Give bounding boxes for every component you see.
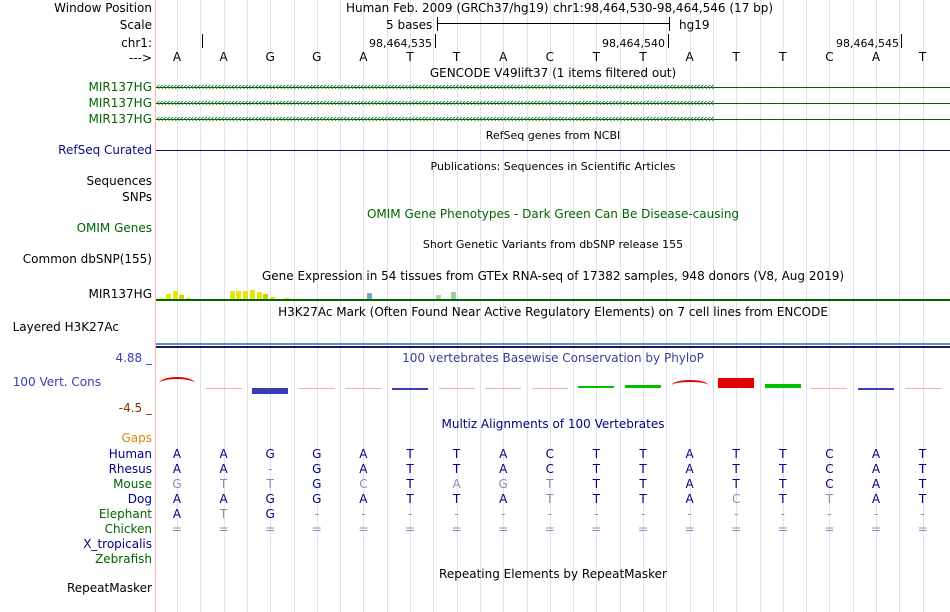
base-letter: C	[825, 50, 834, 64]
alignment-base: T	[732, 447, 740, 461]
alignment-base: -	[407, 507, 413, 521]
phylop-max-label: 4.88 _	[115, 351, 152, 365]
ruler-tick	[668, 34, 669, 48]
alignment-base: A	[172, 462, 182, 476]
phylop-score-mark	[811, 388, 847, 389]
alignment-base: T	[452, 447, 461, 461]
alignment-base: T	[639, 462, 647, 476]
alignment-base: C	[545, 462, 554, 476]
alignment-base: T	[918, 462, 927, 476]
alignment-base: =	[824, 522, 835, 536]
alignment-base: T	[452, 492, 461, 506]
base-letter: G	[312, 50, 322, 64]
phylop-plot[interactable]	[156, 364, 950, 408]
alignment-base: =	[684, 522, 695, 536]
alignment-base: C	[825, 447, 834, 461]
alignment-base: =	[917, 522, 928, 536]
snps-track-label[interactable]: SNPs	[122, 190, 152, 204]
base-letter: C	[545, 50, 554, 64]
alignment-base: T	[918, 477, 927, 491]
alignment-base: A	[359, 447, 368, 461]
alignment-base: G	[498, 477, 508, 491]
ruler-tick	[202, 34, 203, 48]
base-letter: A	[499, 50, 508, 64]
alignment-base: -	[687, 507, 692, 521]
dbsnp-track-label[interactable]: Common dbSNP(155)	[22, 252, 152, 266]
alignment-base: A	[359, 492, 368, 506]
alignment-base: G	[312, 447, 322, 461]
phylop-score-mark	[532, 388, 568, 389]
alignment-base: =	[870, 522, 882, 536]
alignment-base: G	[265, 447, 275, 461]
strand-toggle[interactable]: --->	[128, 51, 152, 65]
base-letter: A	[685, 50, 694, 64]
repeatmasker-track-label[interactable]: RepeatMasker	[66, 581, 152, 595]
alignment-base: C	[359, 477, 368, 491]
base-letter: A	[871, 50, 881, 64]
h3k27ac-signal-dark[interactable]	[156, 346, 950, 348]
alignment-base: =	[311, 522, 322, 536]
alignment-base: T	[546, 477, 554, 491]
species-label-x_tropicalis[interactable]: X_tropicalis	[83, 537, 152, 551]
alignment-base: A	[172, 492, 182, 506]
alignment-base: G	[312, 492, 322, 506]
gencode-gene-2[interactable]	[156, 96, 950, 110]
phylop-score-mark	[672, 380, 708, 390]
alignment-base: T	[592, 462, 601, 476]
position-readout: chr1:98,464,530-98,464,546 (17 bp)	[553, 1, 774, 15]
alignment-base: C	[825, 477, 834, 491]
base-letter: T	[406, 50, 414, 64]
alignment-base: =	[451, 522, 462, 536]
alignment-base: G	[265, 507, 275, 521]
alignment-base: =	[731, 522, 742, 536]
phylop-track-title: 100 vertebrates Basewise Conservation by PhyloP	[402, 351, 704, 365]
base-letter: T	[452, 50, 461, 64]
gaps-label: Gaps	[121, 431, 152, 445]
species-label-chicken[interactable]: Chicken	[104, 522, 152, 536]
alignment-base: -	[454, 507, 459, 521]
species-label-mouse[interactable]: Mouse	[113, 477, 152, 491]
multiz-track-title: Multiz Alignments of 100 Vertebrates	[441, 417, 665, 431]
gtex-baseline	[156, 299, 950, 301]
alignment-base: =	[544, 522, 555, 536]
alignment-base: T	[918, 492, 927, 506]
alignment-base: A	[871, 492, 881, 506]
phylop-score-mark	[206, 388, 242, 389]
h3k27ac-signal[interactable]	[156, 343, 950, 345]
alignment-base: T	[406, 462, 414, 476]
alignment-base: =	[218, 522, 229, 536]
phylop-score-mark	[858, 388, 894, 390]
phylop-score-mark	[625, 385, 661, 388]
alignment-base: =	[498, 522, 509, 536]
alignment-base: C	[545, 447, 554, 461]
alignment-base: -	[361, 507, 366, 521]
alignment-base: T	[825, 492, 834, 506]
h3k27ac-track-title: H3K27Ac Mark (Often Found Near Active Regulatory Elements) on 7 cell lines from ENCODE	[278, 305, 828, 319]
ruler-tick	[901, 34, 902, 48]
refseq-gene-line[interactable]	[156, 150, 950, 151]
alignment-base: =	[404, 522, 416, 536]
alignment-base: =	[637, 522, 649, 536]
scale-label: Scale	[119, 18, 152, 32]
refseq-track-label[interactable]: RefSeq Curated	[58, 143, 152, 157]
omim-track-title: OMIM Gene Phenotypes - Dark Green Can Be Disease-causing	[366, 207, 740, 221]
dbsnp-track-title: Short Genetic Variants from dbSNP release 155	[422, 238, 684, 251]
ruler-tick	[435, 34, 436, 48]
alignment-base: A	[219, 447, 228, 461]
gencode-gene-3[interactable]	[156, 112, 950, 126]
alignment-base: A	[219, 462, 228, 476]
alignment-base: A	[871, 447, 881, 461]
gencode-gene-1[interactable]	[156, 80, 950, 94]
alignment-base: T	[406, 492, 414, 506]
base-letter: A	[172, 50, 182, 64]
alignment-base: A	[499, 462, 508, 476]
alignment-base: T	[779, 447, 787, 461]
phylop-score-mark	[485, 388, 521, 389]
species-label-dog[interactable]: Dog	[127, 492, 152, 506]
alignment-base: -	[268, 462, 273, 476]
phylop-score-mark	[765, 384, 801, 388]
base-letter: T	[592, 50, 601, 64]
base-letter: T	[732, 50, 740, 64]
phylop-score-mark	[345, 388, 381, 389]
alignment-base: A	[871, 462, 881, 476]
phylop-score-mark	[905, 388, 941, 389]
alignment-base: T	[219, 507, 228, 521]
alignment-base: T	[219, 477, 228, 491]
phylop-score-mark	[159, 377, 195, 390]
alignment-base: A	[685, 492, 694, 506]
alignment-base: T	[639, 477, 647, 491]
alignment-base: -	[501, 507, 506, 521]
assembly-title: Human Feb. 2009 (GRCh37/hg19)	[346, 1, 549, 15]
data-area[interactable]	[156, 0, 950, 612]
species-label-zebrafish[interactable]: Zebrafish	[95, 552, 152, 566]
gencode-gene-label-3[interactable]: MIR137HG	[88, 112, 152, 126]
publications-track-title: Publications: Sequences in Scientific Articles	[430, 160, 676, 173]
alignment-base: T	[452, 462, 461, 476]
alignment-base: A	[219, 492, 228, 506]
alignment-base: T	[546, 492, 554, 506]
gencode-gene-label-2[interactable]: MIR137HG	[88, 96, 152, 110]
scale-text: 5 bases	[386, 18, 433, 32]
base-letter: T	[918, 50, 927, 64]
refseq-track-title: RefSeq genes from NCBI	[485, 129, 621, 142]
species-label-elephant[interactable]: Elephant	[98, 507, 152, 521]
alignment-base: A	[871, 477, 881, 491]
alignment-base: T	[732, 477, 740, 491]
alignment-base: -	[314, 507, 319, 521]
base-letter: A	[219, 50, 228, 64]
alignment-base: G	[312, 477, 322, 491]
alignment-base: C	[731, 492, 741, 506]
alignment-base: -	[780, 507, 785, 521]
alignment-base: T	[266, 477, 274, 491]
alignment-base: =	[171, 522, 183, 536]
alignment-base: -	[827, 507, 832, 521]
alignment-base: T	[779, 477, 787, 491]
alignment-base: T	[779, 462, 787, 476]
phylop-score-mark	[299, 388, 335, 389]
alignment-base: -	[920, 507, 925, 521]
alignment-base: =	[591, 522, 602, 536]
alignment-base: G	[312, 462, 322, 476]
base-letter: A	[359, 50, 368, 64]
alignment-base: -	[640, 507, 646, 521]
alignment-base: T	[639, 447, 647, 461]
alignment-base: =	[358, 522, 369, 536]
base-letter: T	[779, 50, 787, 64]
alignment-base: T	[592, 447, 601, 461]
alignment-base: A	[452, 477, 461, 491]
alignment-base: A	[172, 507, 182, 521]
alignment-base: G	[172, 477, 182, 491]
ruler-coord-1: 98,464,535	[369, 37, 432, 50]
alignment-base: A	[685, 462, 694, 476]
alignment-base: -	[547, 507, 552, 521]
base-letter: G	[265, 50, 275, 64]
alignment-base: G	[265, 492, 275, 506]
phylop-score-mark	[252, 388, 288, 394]
alignment-base: =	[265, 522, 276, 536]
h3k27ac-track-label[interactable]: Layered H3K27Ac	[12, 320, 119, 334]
window-position-label: Window Position	[54, 1, 152, 15]
alignment-base: A	[359, 462, 368, 476]
alignment-base: A	[685, 447, 694, 461]
sequences-track-label[interactable]: Sequences	[86, 174, 152, 188]
gtex-track-title: Gene Expression in 54 tissues from GTEx RNA-seq of 17382 samples, 948 donors (V8, Aug 2019)	[261, 269, 845, 283]
phylop-min-label: -4.5 _	[118, 401, 152, 415]
chrom-label[interactable]: chr1:	[121, 36, 152, 50]
alignment-base: A	[685, 477, 694, 491]
alignment-base: T	[639, 492, 647, 506]
ruler-coord-3: 98,464,545	[836, 37, 899, 50]
alignment-base: T	[592, 492, 601, 506]
phylop-score-mark	[439, 388, 475, 389]
ruler-coord-2: 98,464,540	[602, 37, 665, 50]
alignment-base: A	[499, 447, 508, 461]
phylop-track-label[interactable]: 100 Vert. Cons	[12, 375, 101, 389]
alignment-base: T	[406, 477, 414, 491]
alignment-base: A	[172, 447, 182, 461]
track-labels	[0, 0, 155, 612]
alignment-base: -	[734, 507, 739, 521]
alignment-base: T	[592, 477, 601, 491]
scale-db: hg19	[679, 18, 710, 32]
alignment-base: C	[825, 462, 834, 476]
omim-track-label[interactable]: OMIM Genes	[76, 221, 152, 235]
base-letter: T	[639, 50, 647, 64]
alignment-base: T	[406, 447, 414, 461]
phylop-score-mark	[578, 386, 614, 388]
species-label-human[interactable]: Human	[108, 447, 152, 461]
phylop-score-mark	[392, 388, 428, 390]
species-label-rhesus[interactable]: Rhesus	[108, 462, 152, 476]
alignment-base: A	[499, 492, 508, 506]
gencode-track-title: GENCODE V49lift37 (1 items filtered out)	[429, 66, 677, 80]
gtex-gene-label[interactable]: MIR137HG	[88, 287, 152, 301]
alignment-base: T	[918, 447, 927, 461]
alignment-base: -	[873, 507, 879, 521]
alignment-base: =	[777, 522, 788, 536]
phylop-score-mark	[718, 378, 754, 388]
alignment-base: -	[594, 507, 599, 521]
alignment-base: T	[732, 462, 740, 476]
repeatmasker-track-title: Repeating Elements by RepeatMasker	[439, 567, 667, 581]
gencode-gene-label-1[interactable]: MIR137HG	[88, 80, 152, 94]
alignment-base: T	[779, 492, 787, 506]
